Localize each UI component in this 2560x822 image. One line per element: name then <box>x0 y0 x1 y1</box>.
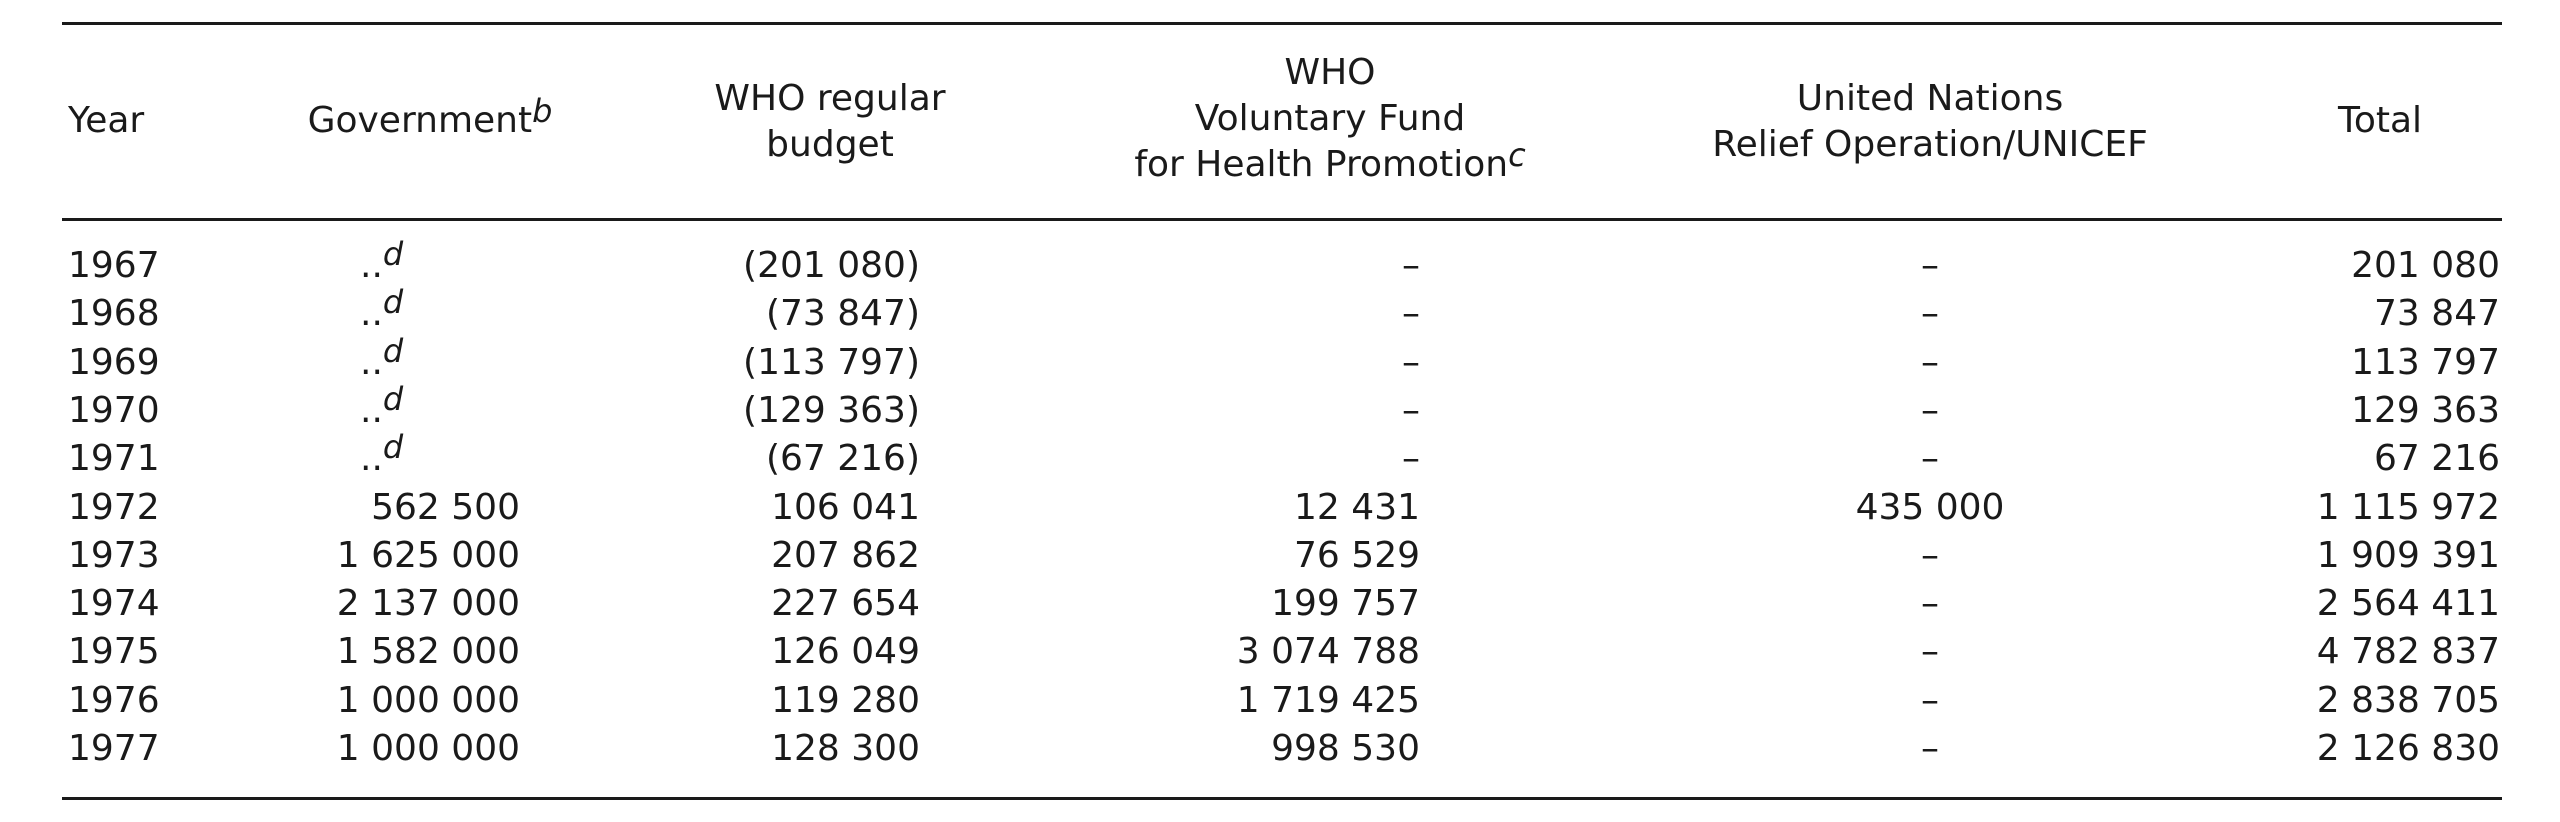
cell-total <box>2200 725 2500 773</box>
header-who-voluntary-line2: Voluntary Fund <box>1194 98 1466 139</box>
header-unro-line2: Relief Operation/UNICEF <box>1712 124 2148 165</box>
cell-total-value: 67 216 <box>2374 438 2500 480</box>
header-who-voluntary-line1: WHO <box>1284 52 1376 93</box>
cell-total-value: 2 838 705 <box>2316 679 2500 721</box>
cell-total <box>2200 580 2500 628</box>
cell-unro-value: – <box>1921 293 1939 335</box>
cell-unro <box>1780 677 2080 725</box>
cell-who-voluntary <box>1140 242 1420 290</box>
cell-government-value: 1 000 000 <box>336 679 520 721</box>
cell-government-value: 1 000 000 <box>336 728 520 769</box>
cell-government <box>320 725 520 773</box>
cell-year <box>68 242 208 290</box>
cell-who-voluntary-value: 3 074 788 <box>1236 631 1420 673</box>
cell-who-regular-value: 128 300 <box>771 728 920 769</box>
header-who-voluntary <box>1090 50 1570 188</box>
cell-who-regular-value: 227 654 <box>771 583 920 625</box>
header-government-label: Government <box>307 100 533 141</box>
cell-government-value: .. <box>360 245 383 286</box>
cell-government <box>360 331 460 387</box>
cell-who-regular <box>680 532 920 580</box>
cell-who-regular <box>680 290 920 338</box>
cell-year-value: 1967 <box>68 245 160 286</box>
cell-year-value: 1973 <box>68 534 160 576</box>
cell-total-value: 73 847 <box>2374 293 2500 335</box>
cell-who-regular-value: 126 049 <box>771 631 920 673</box>
cell-government <box>320 677 520 725</box>
cell-total-value: 2 126 830 <box>2316 728 2500 769</box>
cell-government-value: 1 582 000 <box>336 631 520 673</box>
cell-government <box>360 428 460 483</box>
cell-who-voluntary <box>1140 484 1420 532</box>
cell-year <box>68 484 208 532</box>
cell-government-value: .. <box>360 438 383 480</box>
header-unro <box>1680 76 2180 168</box>
cell-total-value: 201 080 <box>2351 245 2500 286</box>
cell-unro <box>1780 484 2080 532</box>
cell-year <box>68 339 208 387</box>
cell-who-regular <box>680 677 920 725</box>
cell-unro <box>1780 725 2080 773</box>
cell-year <box>68 677 208 725</box>
cell-unro-value: – <box>1921 631 1939 673</box>
header-who-voluntary-footnote: c <box>1508 136 1526 174</box>
cell-who-regular <box>680 484 920 532</box>
cell-government <box>320 580 520 628</box>
cell-year-value: 1969 <box>68 341 160 383</box>
cell-year <box>68 387 208 435</box>
cell-who-regular <box>680 580 920 628</box>
cell-who-voluntary-value: 76 529 <box>1294 534 1420 576</box>
cell-unro-value: – <box>1921 679 1939 721</box>
cell-who-voluntary <box>1140 387 1420 435</box>
cell-total-value: 1 115 972 <box>2316 486 2500 528</box>
cell-total <box>2200 339 2500 387</box>
cell-who-regular <box>680 628 920 676</box>
cell-who-voluntary-value: – <box>1402 389 1420 431</box>
cell-who-voluntary-value: – <box>1402 245 1420 286</box>
cell-government <box>360 235 460 290</box>
header-who-regular-line2: budget <box>766 124 894 165</box>
header-who-regular <box>670 76 990 168</box>
cell-government <box>320 484 520 532</box>
cell-year <box>68 532 208 580</box>
cell-total <box>2200 484 2500 532</box>
cell-government <box>320 532 520 580</box>
cell-unro-value: – <box>1921 438 1939 480</box>
cell-year-value: 1972 <box>68 486 160 528</box>
cell-who-voluntary <box>1140 290 1420 338</box>
cell-who-regular <box>680 242 920 290</box>
cell-who-regular <box>680 339 920 387</box>
cell-year-value: 1976 <box>68 679 160 721</box>
cell-total <box>2200 290 2500 338</box>
cell-total <box>2200 532 2500 580</box>
cell-year-value: 1974 <box>68 583 160 625</box>
header-year <box>68 98 188 144</box>
header-government <box>260 92 600 144</box>
cell-who-regular-value: (73 847) <box>765 293 920 335</box>
table-top-rule <box>62 22 2502 25</box>
cell-who-regular-value: 106 041 <box>771 486 920 528</box>
cell-unro-value: – <box>1921 583 1939 625</box>
cell-who-regular-value: 207 862 <box>771 534 920 576</box>
cell-who-voluntary-value: 199 757 <box>1271 583 1420 625</box>
cell-unro <box>1780 580 2080 628</box>
cell-unro <box>1780 387 2080 435</box>
header-total <box>2300 98 2460 144</box>
cell-government <box>320 628 520 676</box>
cell-who-regular-value: (201 080) <box>743 245 920 286</box>
cell-total <box>2200 242 2500 290</box>
cell-total-value: 1 909 391 <box>2316 534 2500 576</box>
cell-total <box>2200 628 2500 676</box>
cell-year-value: 1971 <box>68 438 160 480</box>
cell-government-value: 562 500 <box>371 486 520 528</box>
header-who-voluntary-line3: for Health Promotion <box>1134 144 1509 185</box>
header-year-label: Year <box>68 100 145 141</box>
cell-year <box>68 435 208 483</box>
cell-total <box>2200 387 2500 435</box>
cell-unro <box>1780 339 2080 387</box>
cell-who-regular <box>680 387 920 435</box>
cell-who-voluntary-value: 12 431 <box>1294 486 1420 528</box>
cell-year <box>68 628 208 676</box>
header-who-voluntary-line3-wrap <box>1090 136 1570 188</box>
cell-unro-value: – <box>1921 534 1939 576</box>
cell-who-voluntary-value: – <box>1402 341 1420 383</box>
cell-who-voluntary <box>1140 628 1420 676</box>
cell-total <box>2200 677 2500 725</box>
cell-unro <box>1780 628 2080 676</box>
cell-year-value: 1977 <box>68 728 160 769</box>
cell-who-regular <box>680 725 920 773</box>
cell-year <box>68 290 208 338</box>
cell-who-regular-value: (113 797) <box>743 341 920 383</box>
cell-government <box>360 379 460 435</box>
cell-who-voluntary-value: – <box>1402 438 1420 480</box>
cell-year-value: 1970 <box>68 389 160 431</box>
cell-unro <box>1780 290 2080 338</box>
cell-government-value: 1 625 000 <box>336 534 520 576</box>
cell-who-voluntary <box>1140 725 1420 773</box>
cell-unro-value: – <box>1921 389 1939 431</box>
cell-unro-value: – <box>1921 245 1939 286</box>
cell-year <box>68 580 208 628</box>
cell-who-voluntary-value: – <box>1402 293 1420 335</box>
header-who-regular-line1: WHO regular <box>714 78 946 119</box>
cell-government-footnote: d <box>382 331 404 370</box>
cell-who-voluntary-value: 1 719 425 <box>1236 679 1420 721</box>
cell-who-regular-value: 119 280 <box>771 679 920 721</box>
cell-total-value: 113 797 <box>2351 341 2500 383</box>
cell-government-footnote: d <box>382 428 404 467</box>
cell-government-footnote: d <box>382 283 404 322</box>
cell-who-regular <box>680 435 920 483</box>
cell-who-voluntary <box>1140 339 1420 387</box>
cell-who-regular-value: (67 216) <box>765 438 920 480</box>
header-unro-line1: United Nations <box>1796 78 2064 119</box>
cell-government-footnote: d <box>382 379 404 418</box>
cell-year-value: 1975 <box>68 631 160 673</box>
header-government-footnote: b <box>532 92 553 130</box>
header-total-label: Total <box>2337 100 2423 141</box>
cell-government-value: .. <box>360 293 383 335</box>
cell-unro <box>1780 242 2080 290</box>
cell-total-value: 4 782 837 <box>2316 631 2500 673</box>
cell-unro-value: – <box>1921 728 1939 769</box>
cell-government-value: .. <box>360 389 383 431</box>
cell-year-value: 1968 <box>68 293 160 335</box>
cell-government-value: 2 137 000 <box>336 583 520 625</box>
cell-who-voluntary <box>1140 580 1420 628</box>
cell-total-value: 129 363 <box>2351 389 2500 431</box>
cell-who-voluntary <box>1140 435 1420 483</box>
cell-unro-value: 435 000 <box>1855 486 2005 528</box>
cell-year <box>68 725 208 773</box>
cell-who-voluntary <box>1140 532 1420 580</box>
table-bottom-rule <box>62 797 2502 800</box>
cell-unro-value: – <box>1921 341 1939 383</box>
cell-government <box>360 283 460 338</box>
cell-unro <box>1780 435 2080 483</box>
cell-total-value: 2 564 411 <box>2316 583 2500 625</box>
cell-who-voluntary <box>1140 677 1420 725</box>
cell-who-regular-value: (129 363) <box>743 389 920 431</box>
cell-government-value: .. <box>360 341 383 383</box>
cell-total <box>2200 435 2500 483</box>
cell-who-voluntary-value: 998 530 <box>1271 728 1420 769</box>
cell-government-footnote: d <box>382 235 404 273</box>
cell-unro <box>1780 532 2080 580</box>
table-header-rule <box>62 218 2502 221</box>
